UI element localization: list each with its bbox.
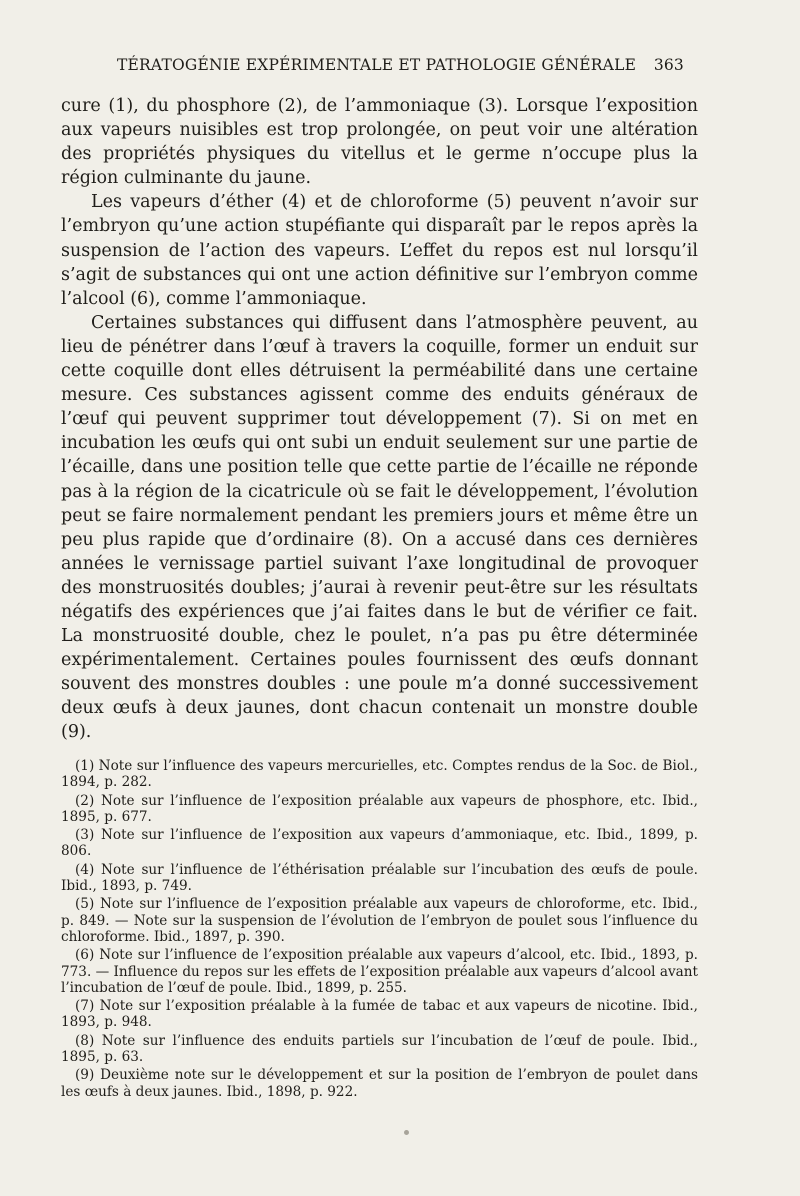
ink-dot: [404, 1130, 409, 1135]
paragraph: Les vapeurs d’éther (4) et de chloroforme (5) peuvent n’avoir sur l’embryon qu’une action stupéfiante qui disparaît par le repos après la suspension de l’action des vapeurs. L’effet du repos est nul lorsqu’il s’agit de substances qui ont une action définitive sur l’embryon comme l’alcool (6), comme l’ammoniaque.: [61, 192, 698, 309]
footnote: (6) Note sur l’influence de l’exposition préalable aux vapeurs d’alcool, etc. Ibid., 1893, p. 773. — Influence du repos sur les effets de l’exposition préalable aux vapeurs d’alcool avant l’incubation de l’œuf de poule. Ibid., 1899, p. 255.: [61, 947, 698, 996]
footnote: (5) Note sur l’influence de l’exposition préalable aux vapeurs de chloroforme, etc. Ibid., p. 849. — Note sur la suspension de l’évolution de l’embryon de poulet sous l’influence du chloroforme. Ibid., 1897, p. 390.: [61, 896, 698, 945]
footnote: (2) Note sur l’influence de l’exposition préalable aux vapeurs de phosphore, etc. Ibid., 1895, p. 677.: [61, 792, 698, 825]
footnote: (4) Note sur l’influence de l’éthérisation préalable sur l’incubation des œufs de poule. Ibid., 1893, p. 749.: [61, 861, 698, 895]
paragraph: Certaines substances qui diffusent dans l’atmosphère peuvent, au lieu de pénétrer dans l’œuf à travers la coquille, former un enduit sur cette coquille dont elles détruisent la perméabilité dans une certaine mesure. Ces substances agissent comme des enduits généraux de l’œuf qui peuvent supprimer tout développement (7). Si on met en incubation les œufs qui ont subi un enduit seulement sur une partie de l’écaille, dans une position telle que cette partie de l’écaille ne réponde pas à la région de la cicatricule où se fait le développement, l’évolution peut se faire normalement pendant les premiers jours et même être un peu plus rapide que d’ordinaire (8). On a accusé dans ces dernières années le vernissage partiel suivant l’axe longitudinal de provoquer des monstruosités doubles; j’aurai à revenir peut-être sur les résultats négatifs des expériences que j’ai faites dans le but de vérifier ce fait. La monstruosité double, chez le poulet, n’a pas pu être déterminée expérimentalement. Certaines poules fournissent des œufs donnant souvent des monstres doubles : une poule m’a donné successivement deux œufs à deux jaunes, dont chacun contenait un monstre double (9).: [61, 312, 698, 743]
page-number: 363: [653, 56, 684, 74]
footnote: (9) Deuxième note sur le développement et sur la position de l’embryon de poulet dans les œufs à deux jaunes. Ibid., 1898, p. 922.: [61, 1067, 698, 1100]
footnote: (1) Note sur l’influence des vapeurs mercurielles, etc. Comptes rendus de la Soc. de Biol., 1894, p. 282.: [61, 758, 698, 791]
running-title: TÉRATOGÉNIE EXPÉRIMENTALE ET PATHOLOGIE GÉNÉRALE: [117, 56, 637, 74]
running-header: [117, 56, 684, 82]
footnote: (3) Note sur l’influence de l’exposition aux vapeurs d’ammoniaque, etc. Ibid., 1899, p. 806.: [61, 827, 698, 860]
footnote: (7) Note sur l’exposition préalable à la fumée de tabac et aux vapeurs de nicotine. Ibid., 1893, p. 948.: [61, 998, 698, 1031]
footnotes: [61, 758, 698, 1102]
paragraph: cure (1), du phosphore (2), de l’ammoniaque (3). Lorsque l’exposition aux vapeurs nuisibles est trop prolongée, on peut voir une altération des propriétés physiques du vitellus et le germe n’occupe plus la région culminante du jaune.: [61, 96, 698, 189]
footnote: (8) Note sur l’influence des enduits partiels sur l’incubation de l’œuf de poule. Ibid., 1895, p. 63.: [61, 1032, 698, 1066]
main-text: [61, 94, 698, 745]
